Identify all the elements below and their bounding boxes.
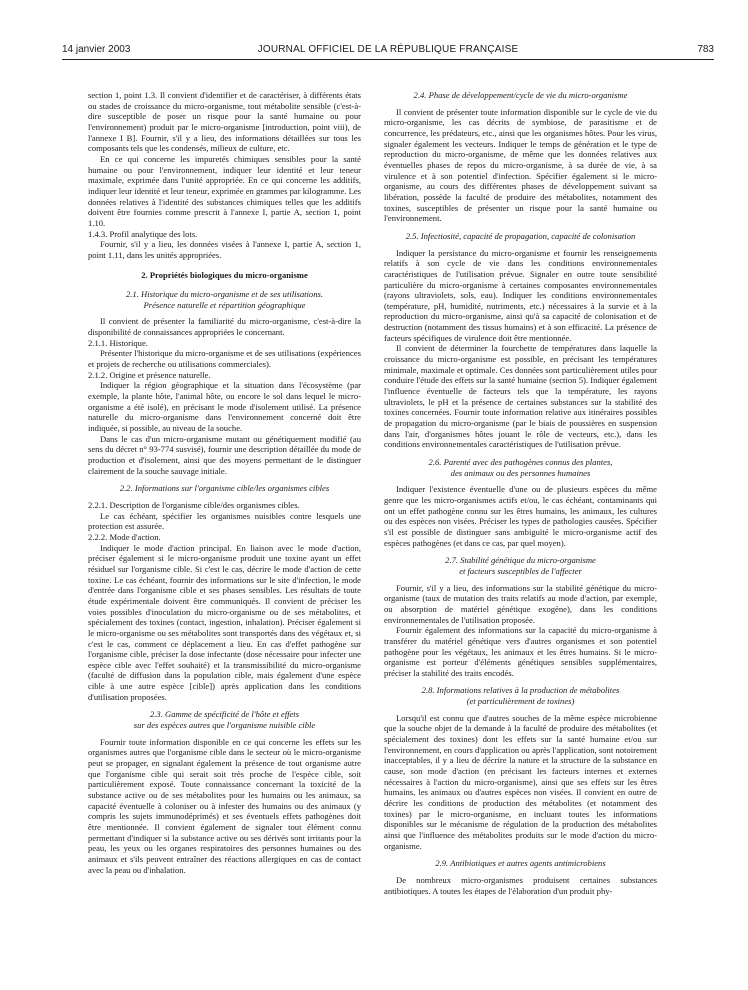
subsection-heading-2-2-2: 2.2.2. Mode d'action.	[88, 531, 161, 542]
section-title-2-2: 2.2. Informations sur l'organisme cible/les organismes cibles	[119, 483, 330, 494]
section-title-2-7-line2: et facteurs susceptibles de l'affecter	[459, 565, 582, 576]
paragraph: Indiquer l'existence éventuelle d'une ou de plusieurs espèces du même genre que les micro-organismes actifs et/ou, le cas échéant, contaminants qui ont un effet pathogène connu sur les êtres humains, les animaux, les cultures ou des espèces non visées. Préciser les types de pathologies causées. Spécifier s'il est possible de distinguer sans ambiguïté le micro-organisme actif des espèces pathogènes (et dans ce cas, par quel moyen).	[384, 484, 657, 548]
paragraph: En ce qui concerne les impuretés chimiques sensibles pour la santé humaine ou pour l'environnement, indiquer leur identité et leur teneur maximale, exprimée dans l'unité appropriée. En ce qui concerne les additifs, indiquer leur identité et leur teneur, exprimée en grammes par kilogramme. Les données relatives à l'identité des substances chimiques telles que les additifs doivent être fournies comme prescrit à l'annexe I, partie A, section 1, point 1.10.	[88, 153, 361, 228]
paragraph: Indiquer la persistance du micro-organisme et fournir les renseignements relatifs à son cycle de vie dans les conditions environnementales caractéristiques de l'utilisation prévue. Signaler en outre toute sensibilité particulière du micro-organisme à certaines composantes environnementales (rayons ultraviolets, sols, eau). Indiquer les conditions environnementales (température, pH, humidité, nutriments, etc.) nécessaires à la survie et à la reproduction du micro-organisme, ainsi qu'à sa capacité de colonisation et de destruction (notamment des tissus humains) et à son efficacité. La présence de facteurs spécifiques de virulence doit être mentionnée.	[384, 247, 657, 343]
paragraph: Il convient de présenter la familiarité du micro-organisme, c'est-à-dire la disponibilité de connaissances appropriées le concernant.	[88, 316, 361, 338]
subsection-heading-2-1-1: 2.1.1. Historique.	[88, 337, 148, 348]
header-rule	[62, 59, 714, 60]
paragraph: Il convient de présenter toute information disponible sur le cycle de vie du micro-organisme, les cas décrits de symbiose, de parasitisme et de concurrence, les prédateurs, etc., ainsi que les organismes hôtes. Pour les virus, signaler également les vecteurs. Indiquer le temps de génération et le type de reproduction du micro-organisme, de même que les données relatives aux éventuelles phases de repos du micro-organisme, à sa durée de vie, à sa virulence et à son potentiel d'infection. Spécifier également si le micro-organisme, au cours des différentes phases de développement suivant sa libération, possède la faculté de produire des métabolites, notamment des toxines, susceptibles de présenter un risque pour la santé humaine ou l'environnement.	[384, 106, 657, 224]
section-title-2-1-line1: 2.1. Historique du micro-organisme et de ses utilisations.	[125, 289, 323, 300]
section-title-2-8-line2: (et particulièrement de toxines)	[466, 696, 575, 707]
paragraph: Présenter l'historique du micro-organisme et de ses utilisations (expériences et projets de recherche ou utilisations commerciales).	[88, 348, 361, 370]
header-date: 14 janvier 2003	[62, 44, 131, 55]
subsection-heading-2-2-1: 2.2.1. Description de l'organisme cible/des organismes cibles.	[88, 499, 300, 510]
section-title-2-7-line1: 2.7. Stabilité génétique du micro-organisme	[445, 555, 596, 566]
paragraph: De nombreux micro-organismes produisent certaines substances antibiotiques. A toutes les étapes de l'élaboration d'un produit phy-	[384, 874, 657, 896]
section-title-2-8-line1: 2.8. Informations relatives à la production de métabolites	[421, 685, 620, 696]
section-title-2-3-line2: sur des espèces autres que l'organisme nuisible cible	[133, 720, 316, 731]
header-journal-title: JOURNAL OFFICIEL DE LA RÉPUBLIQUE FRANÇAISE	[257, 44, 519, 55]
section-title-2-3	[88, 709, 361, 730]
section-title-2-1	[88, 289, 361, 310]
paragraph: section 1, point 1.3. Il convient d'identifier et de caractériser, à différents états ou stades de croissance du micro-organisme, tout métabolite sensible (c'est-à-dire susceptible de poser un risque pour la santé humaine ou pour l'environnement) produit par le micro-organisme [introduction, point viii), de l'annexe I B]. Fournir, s'il y a lieu, des informations détaillées sur tous les composants tels que les condensés, milieux de culture, etc.	[88, 90, 361, 154]
paragraph: Il convient de déterminer la fourchette de températures dans laquelle la croissance du micro-organisme est possible, en précisant les températures minimale, maximale et optimale. Ces données sont particulièrement utiles pour conduire l'étude des effets sur la santé humaine (section 5). Indiquer également l'influence éventuelle de facteurs tels que la température, les rayons ultraviolets, le pH et la présence de certaines substances sur la stabilité des toxines concernées. Fournir toute information relative aux itinéraires possibles de propagation du micro-organisme (par le biais de poussières en suspension dans l'air, d'organismes hôtes jouant le rôle de vecteurs, etc.), dans les conditions environnementales caractéristiques de l'utilisation prévue.	[384, 343, 657, 450]
paragraph: Fournir également des informations sur la capacité du micro-organisme à transférer du matériel génétique vers d'autres organismes et son potentiel pathogène pour les végétaux, les animaux et les êtres humains. Si le micro-organisme est porteur d'éléments génétiques sensibles supplémentaires, préciser la stabilité des traits encodés.	[384, 625, 657, 678]
paragraph: Fournir toute information disponible en ce qui concerne les effets sur les organismes autres que l'organisme cible dans le secteur où le micro-organisme peut se propager, en signalant également la présence de tout organisme autre que l'organisme cible qui serait soit très proche de l'espèce cible, soit particulièrement exposé. Toute connaissance concernant la toxicité de la substance active ou de ses métabolites pour les humains ou les animaux, sa capacité éventuelle à coloniser ou à infester des humains ou des animaux (y compris les sujets immunodéprimés) et ses éventuels effets pathogènes doit être mentionnée. Il convient également de signaler tout élément connu permettant d'indiquer si la substance active ou ses dérivés sont irritants pour la peau, les yeux ou les organes respiratoires des personnes humaines ou des animaux et s'ils peuvent entraîner des réactions allergiques en cas de contact avec la peau ou d'inhalation.	[88, 736, 361, 875]
section-title-2-6-line1: 2.6. Parenté avec des pathogènes connus des plantes,	[428, 457, 613, 467]
page-header	[62, 44, 714, 60]
paragraph: Fournir, s'il y a lieu, les données visées à l'annexe I, partie A, section 1, point 1.11, dans les unités appropriées.	[88, 239, 361, 260]
section-title-2-1-line2: Présence naturelle et répartition géographique	[143, 299, 306, 310]
left-column	[88, 90, 361, 875]
section-title-2-9: 2.9. Antibiotiques et autres agents antimicrobiens	[435, 858, 606, 869]
section-title-2-3-line1: 2.3. Gamme de spécificité de l'hôte et effets	[149, 709, 300, 720]
right-column	[384, 90, 657, 896]
paragraph: Dans le cas d'un micro-organisme mutant ou génétiquement modifié (au sens du décret n° 93-774 susvisé), fournir une description détaillée du mode de production et d'isolement, ainsi que des moyens permettant de le distinguer clairement de la souche sauvage initiale.	[88, 433, 361, 476]
paragraph: Indiquer le mode d'action principal. En liaison avec le mode d'action, préciser également si le micro-organisme produit une toxine ayant un effet résiduel sur l'organisme cible. Si c'est le cas, décrire le mode d'action de cette toxine. Le cas échéant, fournir des informations sur le site d'infection, le mode d'entrée dans l'organisme cible et ses phases sensibles. Les résultats de toute étude expérimentale doivent être communiqués. Il convient de préciser les voies possibles d'inoculation du micro-organisme ou de ses métabolites, et spécialement des toxines (contact, ingestion, inhalation). Préciser également si le micro-organisme ou ses métabolites sont transportés dans des végétaux et, si c'est le cas, comment ce déplacement a lieu. En cas d'effet pathogène sur l'organisme cible, préciser la dose infectante (dose nécessaire pour infecter une espèce cible avec l'effet souhaité) et la transmissibilité du micro-organisme (faculté de diffusion dans la population cible, mais également d'une espèce cible à une autre espèce [cible]) après application dans les conditions d'utilisation proposées.	[88, 542, 361, 702]
section-title-2-5: 2.5. Infectiosité, capacité de propagation, capacité de colonisation	[405, 230, 636, 241]
paragraph: Le cas échéant, spécifier les organismes nuisibles contre lesquels une protection est assurée.	[88, 510, 361, 532]
paragraph: Fournir, s'il y a lieu, des informations sur la stabilité génétique du micro-organisme (taux de mutation des traits relatifs au mode d'action, par exemple, ou absorption de matériel génétique exogène), dans les conditions environnementales de l'utilisation proposée.	[384, 582, 657, 625]
section-title-2-6-line2: des animaux ou des personnes humaines	[450, 467, 591, 478]
subsection-heading-1-4-3: 1.4.3. Profil analytique des lots.	[88, 228, 198, 239]
paragraph: Indiquer la région géographique et la situation dans l'écosystème (par exemple, la plante hôte, l'animal hôte, ou encore le sol dans lequel le micro-organisme a été isolé), en précisant le mode d'isolement utilisé. La présence naturelle du micro-organisme dans l'environnement concerné doit être indiquée, si possible, au niveau de la souche.	[88, 380, 361, 434]
section-title-2-4: 2.4. Phase de développement/cycle de vie du micro-organisme	[413, 90, 628, 100]
section-title-2-8	[384, 685, 657, 706]
subsection-heading-2-1-2: 2.1.2. Origine et présence naturelle.	[88, 369, 211, 380]
paragraph: Lorsqu'il est connu que d'autres souches de la même espèce microbienne que la souche objet de la demande à la faculté de produire des métabolites (et spécialement des toxines) dont les effets sur la santé humaine et/ou sur l'environnement, en cours d'application ou après l'application, sont notoirement inacceptables, il y a lieu de décrire la nature et la structure de la substance en cause, son mode d'action (en précisant les facteurs internes et externes nécessaires à l'action du micro-organisme), ainsi que ses effets sur les êtres humains, les animaux ou d'autres espèces non visées. Il convient en outre de décrire les conditions de production des métabolites (et notamment des toxines) par le micro-organisme, en incluant toutes les informations disponibles sur le mécanisme de régulation de la production des métabolites ainsi que l'influence des métabolites produits sur le mode d'action du micro-organisme.	[384, 712, 657, 851]
section-title-2-6	[384, 457, 657, 478]
header-page-number: 783	[697, 44, 714, 55]
section-heading-2: 2. Propriétés biologiques du micro-organisme	[141, 269, 308, 280]
section-title-2-7	[384, 555, 657, 576]
